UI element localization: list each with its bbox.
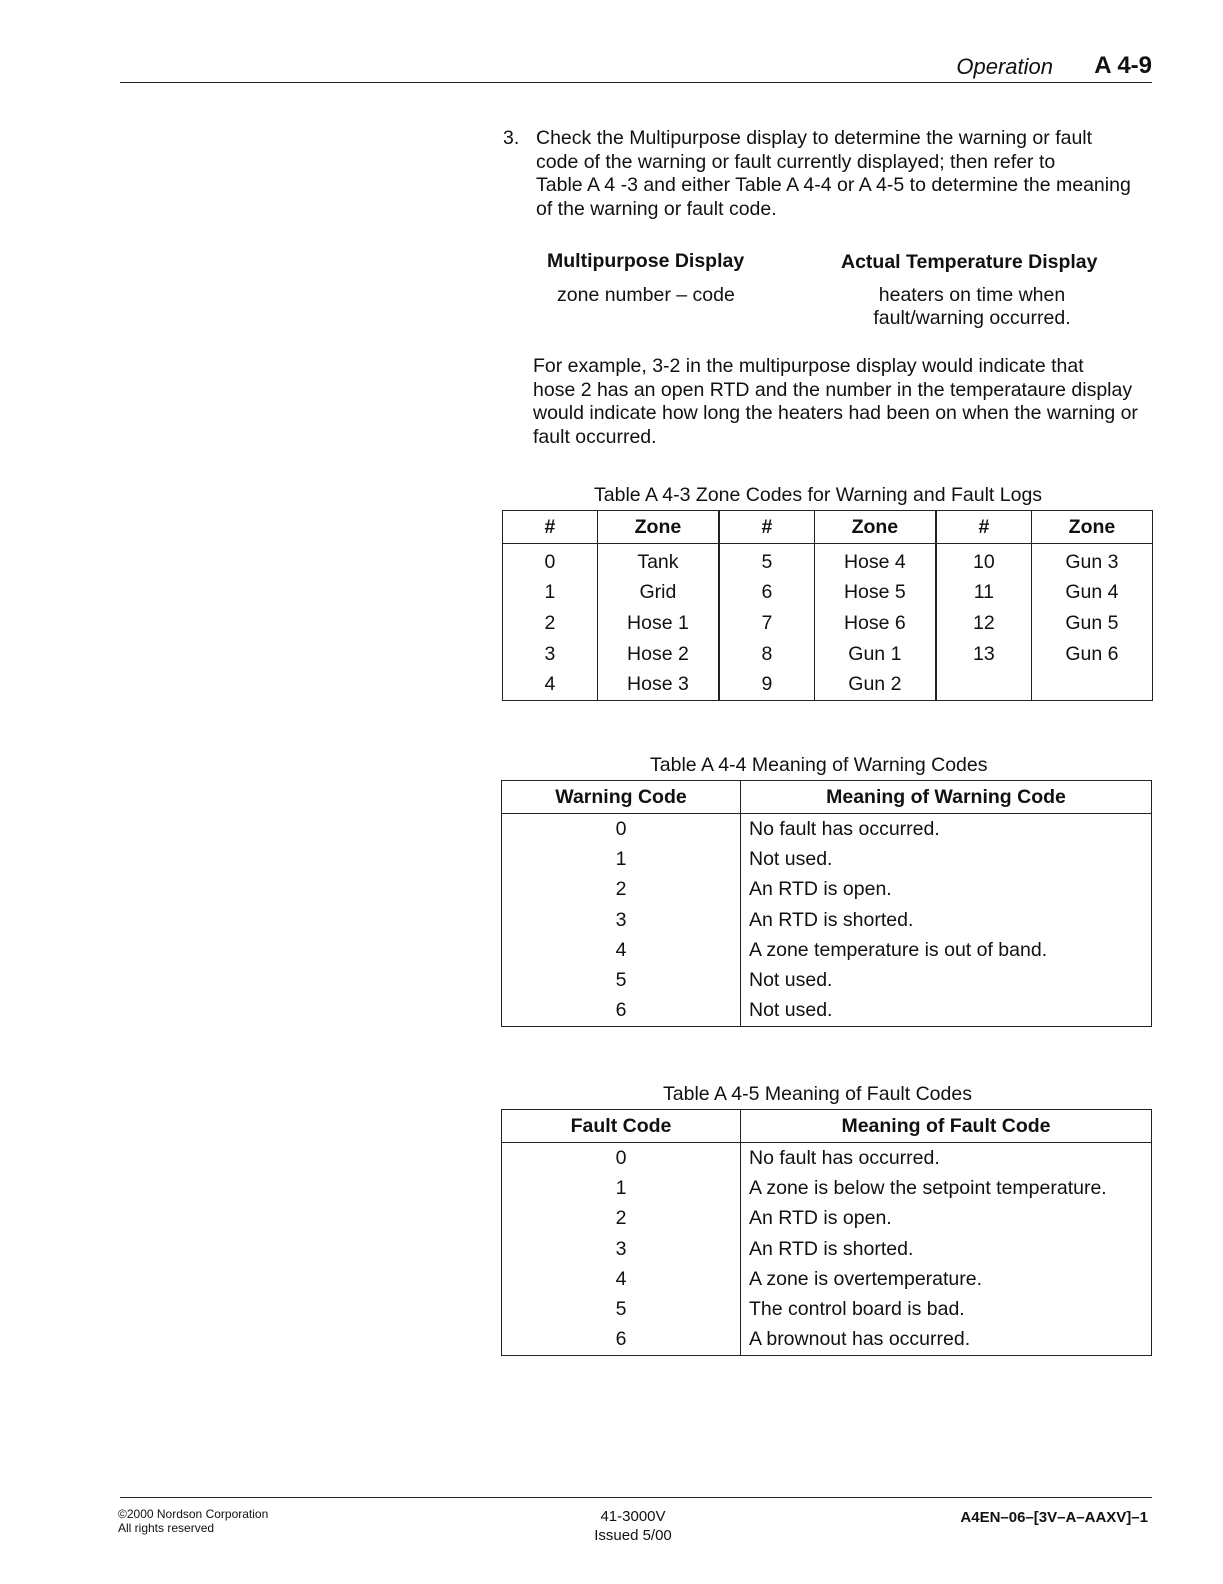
table-row bbox=[502, 814, 1152, 845]
footer-doc-number: 41-3000V bbox=[600, 1508, 666, 1525]
table-cell: 1 bbox=[503, 578, 598, 609]
fault-codes-table bbox=[501, 1109, 1152, 1356]
table-cell bbox=[1031, 669, 1152, 700]
table-row bbox=[502, 996, 1152, 1027]
column-header: Zone bbox=[1031, 511, 1152, 544]
code-cell: 4 bbox=[502, 1264, 741, 1294]
column-header: Zone bbox=[597, 511, 719, 544]
table-row bbox=[503, 639, 1153, 670]
multipurpose-display-value: zone number – code bbox=[557, 284, 735, 306]
table-cell: Gun 5 bbox=[1065, 611, 1119, 634]
code-cell: 3 bbox=[502, 905, 741, 935]
table-cell: Grid bbox=[597, 578, 719, 609]
table-row bbox=[502, 1325, 1152, 1356]
table-cell: 10 bbox=[936, 544, 1032, 578]
table-row bbox=[503, 669, 1153, 700]
table-row bbox=[502, 875, 1152, 905]
step-line: of the warning or fault code. bbox=[536, 197, 777, 220]
table-header-row bbox=[502, 781, 1152, 814]
table-header-row bbox=[503, 511, 1153, 544]
footer-doc-code: A4EN–06–[3V–A–AAXV]–1 bbox=[960, 1509, 1148, 1526]
meaning-cell: The control board is bad. bbox=[749, 1298, 965, 1321]
table-cell: Gun 6 bbox=[1065, 642, 1119, 665]
meaning-cell: Not used. bbox=[749, 847, 833, 870]
footer-doc-block bbox=[583, 1507, 683, 1545]
table-header-row bbox=[502, 1110, 1152, 1143]
example-line: For example, 3-2 in the multipurpose display would indicate that bbox=[533, 355, 1084, 377]
code-cell: 3 bbox=[502, 1234, 741, 1264]
table-cell: 4 bbox=[503, 669, 598, 700]
zone-codes-table bbox=[502, 510, 1153, 701]
meaning-cell: A zone is below the setpoint temperature. bbox=[749, 1176, 1107, 1199]
table-row bbox=[502, 905, 1152, 935]
code-cell: 6 bbox=[502, 1325, 741, 1356]
code-cell: 2 bbox=[502, 1204, 741, 1234]
footer-issued: Issued 5/00 bbox=[594, 1527, 672, 1544]
column-header: # bbox=[936, 511, 1032, 544]
column-header: Zone bbox=[814, 511, 936, 544]
table-row bbox=[502, 1143, 1152, 1174]
table-cell: Gun 2 bbox=[814, 669, 936, 700]
step-3 bbox=[503, 127, 1163, 221]
table-row bbox=[503, 608, 1153, 639]
actual-temperature-display-heading: Actual Temperature Display bbox=[841, 251, 1098, 273]
table-cell: Hose 3 bbox=[597, 669, 719, 700]
meaning-cell: An RTD is open. bbox=[749, 878, 892, 901]
column-header: Warning Code bbox=[502, 781, 741, 814]
table-cell: 2 bbox=[503, 608, 598, 639]
table-cell: Hose 5 bbox=[814, 578, 936, 609]
code-cell: 5 bbox=[502, 965, 741, 995]
meaning-cell: An RTD is open. bbox=[749, 1207, 892, 1230]
meaning-cell: A brownout has occurred. bbox=[749, 1328, 971, 1351]
fault-table-caption: Table A 4-5 Meaning of Fault Codes bbox=[663, 1083, 972, 1105]
table-cell: Gun 4 bbox=[1065, 581, 1119, 604]
code-cell: 1 bbox=[502, 844, 741, 874]
code-cell: 1 bbox=[502, 1173, 741, 1203]
table-cell: 13 bbox=[936, 639, 1032, 670]
meaning-cell: No fault has occurred. bbox=[749, 1146, 940, 1169]
example-line: hose 2 has an open RTD and the number in the temperataure display bbox=[533, 378, 1133, 401]
column-header: Meaning of Fault Code bbox=[741, 1110, 1152, 1143]
table-cell: 6 bbox=[719, 578, 814, 609]
footer-copyright-block bbox=[118, 1507, 268, 1535]
warning-codes-table bbox=[501, 780, 1152, 1027]
header-rule bbox=[120, 82, 1152, 83]
table-row bbox=[502, 1204, 1152, 1234]
step-line: Check the Multipurpose display to determine the warning or fault bbox=[536, 127, 1093, 149]
footer-rights: All rights reserved bbox=[118, 1521, 215, 1535]
table-cell: Hose 2 bbox=[597, 639, 719, 670]
table-row bbox=[502, 935, 1152, 965]
table-row bbox=[502, 1173, 1152, 1203]
meaning-cell: An RTD is shorted. bbox=[749, 1237, 914, 1260]
code-cell: 2 bbox=[502, 875, 741, 905]
table-cell: Gun 3 bbox=[1065, 550, 1119, 573]
table-cell: 12 bbox=[936, 608, 1032, 639]
step-line: code of the warning or fault currently displayed; then refer to bbox=[536, 150, 1056, 173]
table-cell: Hose 4 bbox=[814, 544, 936, 578]
table-cell: Gun 1 bbox=[814, 639, 936, 670]
footer-rule bbox=[120, 1497, 1152, 1498]
table-cell: 8 bbox=[719, 639, 814, 670]
table-row bbox=[502, 844, 1152, 874]
example-line: fault occurred. bbox=[533, 425, 657, 448]
table-cell bbox=[936, 669, 1032, 700]
table-cell: 7 bbox=[719, 608, 814, 639]
zone-table-caption: Table A 4-3 Zone Codes for Warning and Fault Logs bbox=[594, 484, 1043, 506]
actual-temperature-display-value bbox=[862, 284, 1082, 330]
code-cell: 0 bbox=[502, 814, 741, 845]
value-line: fault/warning occurred. bbox=[873, 307, 1071, 329]
table-cell: Hose 6 bbox=[814, 608, 936, 639]
meaning-cell: An RTD is shorted. bbox=[749, 908, 914, 931]
code-cell: 5 bbox=[502, 1294, 741, 1324]
example-paragraph bbox=[533, 355, 1163, 449]
column-header: # bbox=[503, 511, 598, 544]
table-row bbox=[502, 1264, 1152, 1294]
table-cell: Tank bbox=[597, 544, 719, 578]
table-row bbox=[503, 544, 1153, 578]
meaning-cell: A zone is overtemperature. bbox=[749, 1267, 983, 1290]
table-cell: 5 bbox=[719, 544, 814, 578]
step-number: 3. bbox=[503, 127, 520, 149]
code-cell: 4 bbox=[502, 935, 741, 965]
multipurpose-display-heading: Multipurpose Display bbox=[547, 250, 745, 272]
table-cell: 11 bbox=[936, 578, 1032, 609]
table-row bbox=[502, 1234, 1152, 1264]
meaning-cell: Not used. bbox=[749, 969, 833, 992]
example-line: would indicate how long the heaters had been on when the warning or bbox=[533, 402, 1138, 424]
table-cell: Hose 1 bbox=[597, 608, 719, 639]
step-text bbox=[536, 127, 1163, 221]
table-cell: 0 bbox=[503, 544, 598, 578]
column-header: Meaning of Warning Code bbox=[741, 781, 1152, 814]
value-line: heaters on time when bbox=[878, 284, 1066, 306]
table-cell: 9 bbox=[719, 669, 814, 700]
column-header: # bbox=[719, 511, 814, 544]
warning-table-caption: Table A 4-4 Meaning of Warning Codes bbox=[650, 754, 988, 776]
column-header: Fault Code bbox=[502, 1110, 741, 1143]
meaning-cell: No fault has occurred. bbox=[749, 817, 940, 840]
meaning-cell: A zone temperature is out of band. bbox=[749, 938, 1048, 961]
table-row bbox=[502, 1294, 1152, 1324]
table-row bbox=[502, 965, 1152, 995]
step-line: Table A 4 -3 and either Table A 4-4 or A 4-5 to determine the meaning bbox=[536, 174, 1131, 196]
code-cell: 0 bbox=[502, 1143, 741, 1174]
page-number: A 4-9 bbox=[1094, 52, 1152, 79]
section-title: Operation bbox=[956, 54, 1053, 79]
table-cell: 3 bbox=[503, 639, 598, 670]
meaning-cell: Not used. bbox=[749, 999, 833, 1022]
code-cell: 6 bbox=[502, 996, 741, 1027]
table-row bbox=[503, 578, 1153, 609]
footer-copyright: ©2000 Nordson Corporation bbox=[118, 1507, 269, 1521]
